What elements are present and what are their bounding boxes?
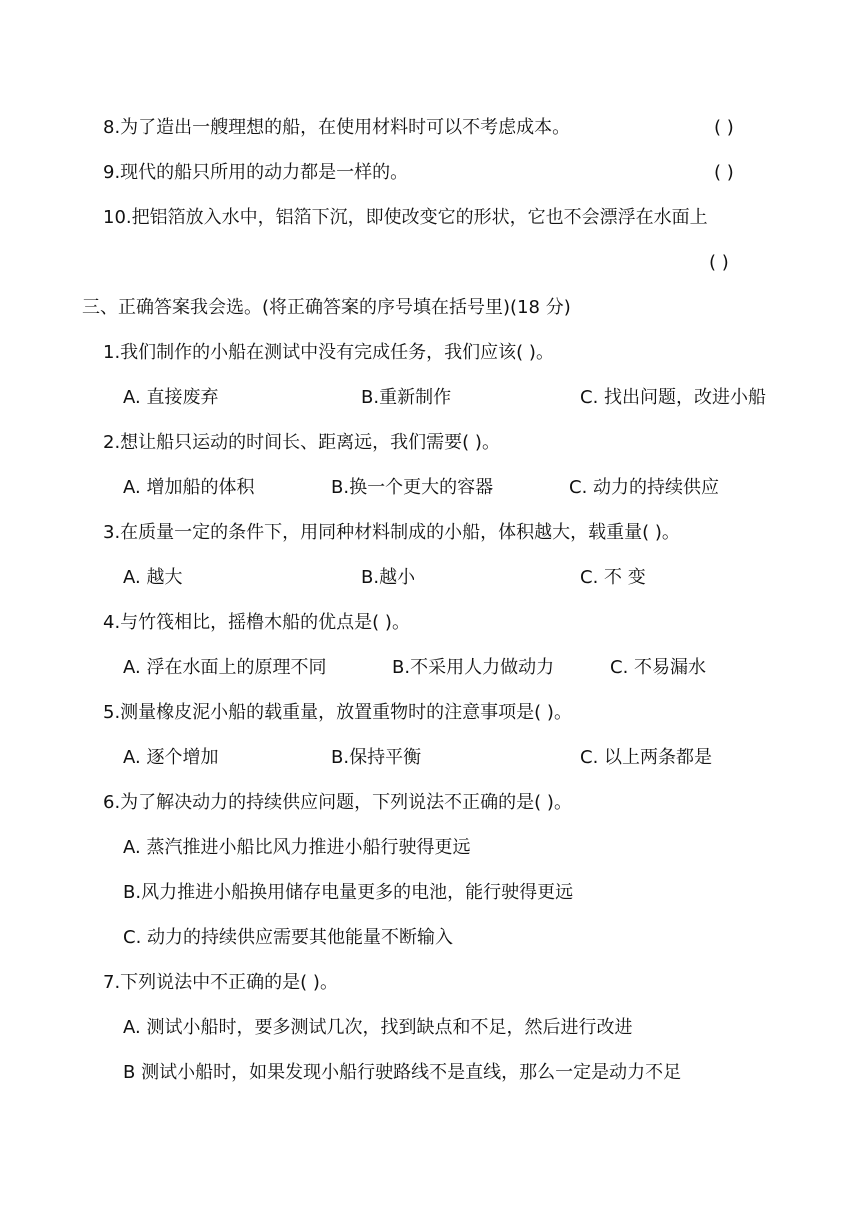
- question-1: 1.我们制作的小船在测试中没有完成任务，我们应该( )。: [103, 342, 554, 363]
- q4-option-b[interactable]: B.不采用人力做动力: [392, 657, 555, 678]
- question-6: 6.为了解决动力的持续供应问题，下列说法不正确的是( )。: [103, 792, 572, 813]
- question-4: 4.与竹筏相比，摇橹木船的优点是( )。: [103, 612, 410, 633]
- q6-option-b[interactable]: B.风力推进小船换用储存电量更多的电池，能行驶得更远: [123, 882, 574, 903]
- q1-option-c[interactable]: C. 找出问题，改进小船: [580, 387, 767, 408]
- question-3: 3.在质量一定的条件下，用同种材料制成的小船，体积越大，载重量( )。: [103, 522, 680, 543]
- answer-paren-8[interactable]: ( ): [714, 117, 734, 138]
- answer-paren-10[interactable]: ( ): [709, 252, 729, 273]
- q3-option-c[interactable]: C. 不 变: [580, 567, 646, 588]
- question-7: 7.下列说法中不正确的是( )。: [103, 972, 338, 993]
- q6-option-a[interactable]: A. 蒸汽推进小船比风力推进小船行驶得更远: [123, 837, 471, 858]
- q6-option-c[interactable]: C. 动力的持续供应需要其他能量不断输入: [123, 927, 454, 948]
- section-heading: 三、正确答案我会选。(将正确答案的序号填在括号里)(18 分): [82, 297, 571, 318]
- q5-option-a[interactable]: A. 逐个增加: [123, 747, 219, 768]
- q5-option-c[interactable]: C. 以上两条都是: [580, 747, 713, 768]
- judge-item-10: 10.把铝箔放入水中，铝箔下沉，即使改变它的形状，它也不会漂浮在水面上: [103, 207, 708, 228]
- question-5: 5.测量橡皮泥小船的载重量，放置重物时的注意事项是( )。: [103, 702, 572, 723]
- answer-paren-9[interactable]: ( ): [714, 162, 734, 183]
- q4-option-a[interactable]: A. 浮在水面上的原理不同: [123, 657, 327, 678]
- q3-option-a[interactable]: A. 越大: [123, 567, 183, 588]
- q5-option-b[interactable]: B.保持平衡: [331, 747, 422, 768]
- q1-option-a[interactable]: A. 直接废弃: [123, 387, 219, 408]
- q4-option-c[interactable]: C. 不易漏水: [610, 657, 707, 678]
- judge-item-8: 8.为了造出一艘理想的船，在使用材料时可以不考虑成本。: [103, 117, 571, 138]
- q2-option-b[interactable]: B.换一个更大的容器: [331, 477, 494, 498]
- question-2: 2.想让船只运动的时间长、距离远，我们需要( )。: [103, 432, 500, 453]
- q7-option-b[interactable]: B 测试小船时，如果发现小船行驶路线不是直线，那么一定是动力不足: [123, 1062, 682, 1083]
- q1-option-b[interactable]: B.重新制作: [361, 387, 452, 408]
- q2-option-a[interactable]: A. 增加船的体积: [123, 477, 255, 498]
- q3-option-b[interactable]: B.越小: [361, 567, 416, 588]
- q2-option-c[interactable]: C. 动力的持续供应: [569, 477, 720, 498]
- q7-option-a[interactable]: A. 测试小船时，要多测试几次，找到缺点和不足，然后进行改进: [123, 1017, 633, 1038]
- judge-item-9: 9.现代的船只所用的动力都是一样的。: [103, 162, 409, 183]
